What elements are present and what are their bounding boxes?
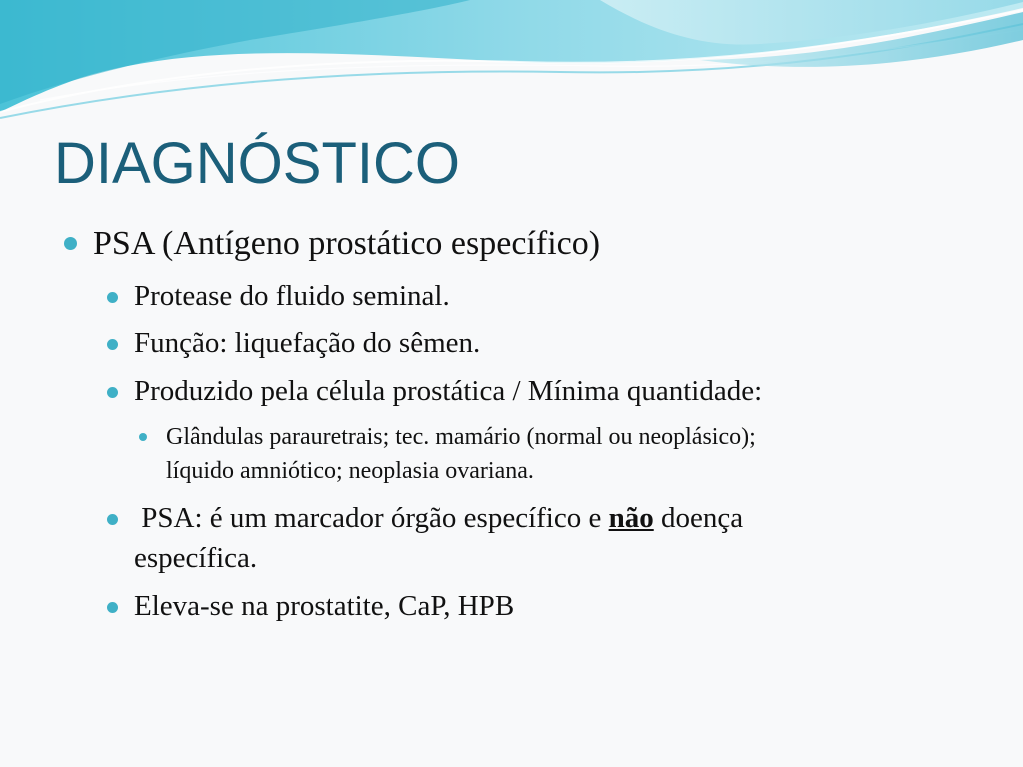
psa-marcador-text-before: PSA: é um marcador órgão específico e — [134, 502, 609, 534]
bullet-dot — [107, 602, 118, 613]
bullet-dot — [107, 339, 118, 350]
bullet-glandulas-line1: Glândulas parauretrais; tec. mamário (normal ou neoplásico); — [166, 424, 756, 450]
psa-marcador-text-after: doença — [653, 502, 744, 534]
bullet-dot — [139, 433, 147, 441]
bullet-dot — [64, 237, 77, 250]
bullet-dot — [107, 514, 118, 525]
psa-marcador-emphasis: não — [608, 502, 654, 534]
bullet-glandulas-line2: líquido amniótico; neoplasia ovariana. — [166, 458, 534, 484]
bullet-dot — [107, 292, 118, 303]
bullet-eleva: Eleva-se na prostatite, CaP, HPB — [134, 590, 515, 622]
bullet-dot — [107, 387, 118, 398]
bullet-psa: PSA (Antígeno prostático específico) — [93, 225, 601, 262]
bullet-psa-marcador — [134, 498, 743, 538]
bullet-protease: Protease do fluido seminal. — [134, 280, 450, 312]
psa-marcador-line2: específica. — [134, 542, 258, 574]
bullet-produzido: Produzido pela célula prostática / Mínima quantidade: — [134, 375, 763, 407]
bullet-glandulas — [166, 420, 986, 488]
slide-title: DIAGNÓSTICO — [54, 131, 461, 196]
bullet-funcao: Função: liquefação do sêmen. — [134, 327, 481, 359]
